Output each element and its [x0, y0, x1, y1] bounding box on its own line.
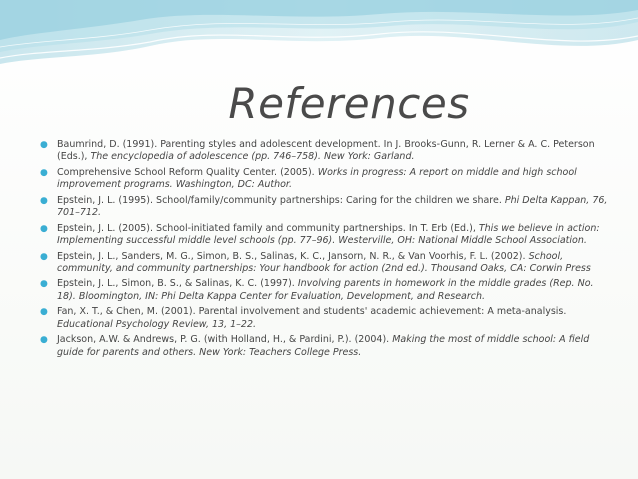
bullet-icon: ● — [40, 251, 48, 262]
reference-item — [40, 195, 610, 220]
reference-item — [40, 139, 610, 164]
reference-italic-text: Educational Psychology Review, 13, 1–22. — [57, 318, 257, 330]
reference-text: Fan, X. T., & Chen, M. (2001). Parental involvement and students' academic achievement: A meta-analysis. — [57, 306, 567, 318]
reference-italic-text: Involving parents in homework in the middle grades (Rep. No. 18). Bloomington, IN: Phi Delta Kappa Center for Evaluation, Development, and Research. — [57, 278, 594, 302]
reference-text: Baumrind, D. (1991). Parenting styles and adolescent development. In J. Brooks-Gunn, R. Lerner & A. C. Peterson (Eds.), — [57, 139, 595, 163]
reference-item — [40, 223, 610, 248]
reference-item — [40, 251, 610, 276]
reference-item — [40, 306, 610, 331]
reference-text: Jackson, A.W. & Andrews, P. G. (with Holland, H., & Pardini, P.). (2004). — [57, 334, 393, 346]
reference-italic-text: Making the most of middle school: A field guide for parents and others. New York: Teachers College Press. — [57, 334, 590, 358]
reference-text: Comprehensive School Reform Quality Center. (2005). — [57, 166, 318, 178]
bullet-icon: ● — [40, 195, 48, 206]
reference-list — [40, 139, 610, 362]
reference-italic-text: Works in progress: A report on middle and high school improvement programs. Washington, DC: Author. — [57, 166, 577, 191]
reference-text: Epstein, J. L., Sanders, M. G., Simon, B. S., Salinas, K. C., Jansorn, N. R., & Van Voorhis, F. L. (2002). — [57, 250, 529, 262]
bullet-icon: ● — [40, 223, 48, 234]
bullet-icon: ● — [40, 279, 48, 290]
bullet-icon: ● — [40, 167, 48, 178]
reference-item — [40, 334, 610, 359]
bullet-icon: ● — [40, 140, 48, 150]
reference-italic-text: This we believe in action: Implementing successful middle level schools (pp. 77–96). Westerville, OH: National Middle School Association. — [57, 222, 600, 246]
reference-italic-text: School, community, and community partnerships: Your handbook for action (2nd ed.). Thousand Oaks, CA: Corwin Press — [57, 250, 591, 274]
bullet-icon: ● — [40, 307, 48, 318]
reference-italic-text: The encyclopedia of adolescence (pp. 746–758). New York: Garland. — [90, 151, 415, 163]
reference-text: Epstein, J. L., Simon, B. S., & Salinas, K. C. (1997). — [57, 278, 298, 290]
reference-text: Epstein, J. L. (2005). School-initiated family and community partnerships. In T. Erb (Ed.), — [57, 222, 479, 234]
slide-title: References — [228, 79, 470, 128]
reference-text: Epstein, J. L. (1995). School/family/community partnerships: Caring for the children we share. — [57, 194, 505, 206]
reference-italic-text: Phi Delta Kappan, 76, 701–712. — [57, 194, 608, 219]
reference-item — [40, 167, 610, 192]
reference-item — [40, 278, 610, 303]
bullet-icon: ● — [40, 335, 48, 346]
decorative-wave-header — [0, 0, 638, 80]
